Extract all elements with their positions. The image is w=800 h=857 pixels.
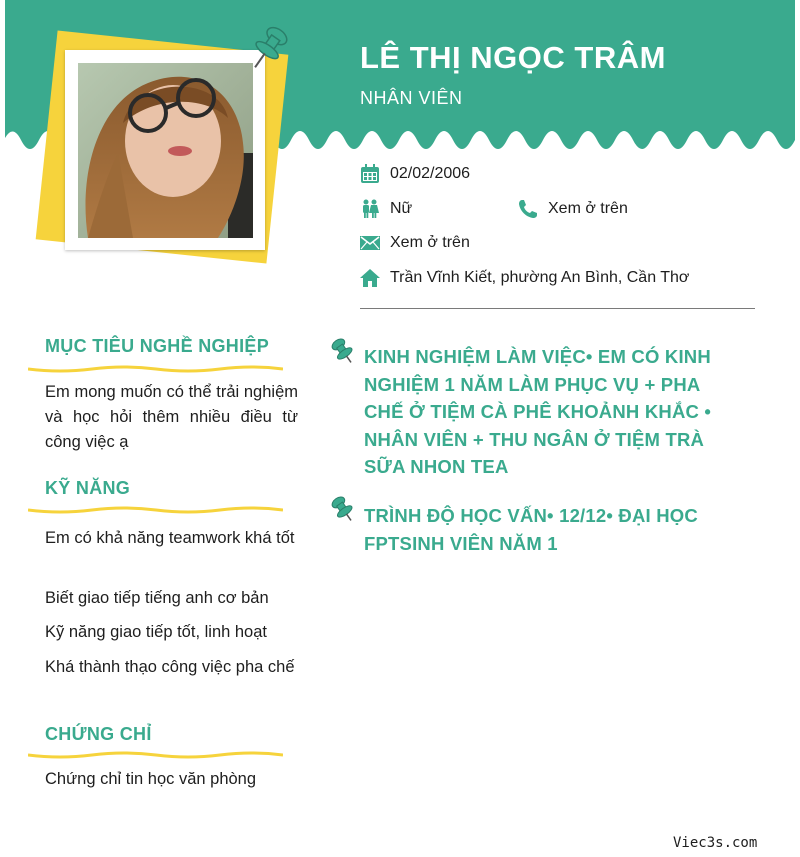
section-title-skills: KỸ NĂNG: [45, 478, 131, 498]
title-underline: [28, 505, 283, 515]
objective-text: Em mong muốn có thể trải nghiệm và học hỏi thêm nhiều điều từ công việc ạ: [45, 383, 298, 451]
section-title-certificates: CHỨNG CHỈ: [45, 724, 152, 744]
info-gender: [360, 199, 412, 219]
address-value: Trần Vĩnh Kiết, phường An Bình, Cần Thơ: [390, 269, 690, 286]
info-email: [360, 233, 470, 253]
calendar-icon: [360, 164, 380, 184]
pushpin-icon: [330, 496, 356, 524]
watermark: Viec3s.com: [673, 835, 758, 851]
home-icon: [360, 268, 380, 288]
pushpin-icon: [248, 24, 292, 74]
envelope-icon: [360, 233, 380, 253]
info-divider: [360, 308, 755, 309]
skill-item: Biết giao tiếp tiếng anh cơ bản: [45, 589, 269, 607]
title-underline: [28, 750, 283, 760]
certificate-text: Chứng chỉ tin học văn phòng: [45, 770, 257, 788]
skill-item: Em có khả năng teamwork khá tốt: [45, 529, 295, 547]
candidate-name: LÊ THỊ NGỌC TRÂM: [360, 40, 666, 75]
info-phone: [518, 199, 628, 219]
education-text: TRÌNH ĐỘ HỌC VẤN• 12/12• ĐẠI HỌC FPTSINH VIÊN NĂM 1: [364, 505, 698, 554]
section-title-objective: MỤC TIÊU NGHỀ NGHIỆP: [45, 336, 270, 356]
gender-value: Nữ: [390, 200, 413, 217]
phone-icon: [518, 199, 538, 219]
skill-item: Kỹ năng giao tiếp tốt, linh hoạt: [45, 623, 267, 641]
skill-item: Khá thành thạo công việc pha chế: [45, 658, 295, 676]
people-icon: [360, 199, 380, 219]
phone-value: Xem ở trên: [548, 200, 628, 217]
email-value: Xem ở trên: [390, 234, 470, 251]
pushpin-icon: [330, 338, 356, 366]
birthdate-value: 02/02/2006: [390, 165, 471, 182]
profile-photo: [78, 63, 253, 238]
info-address: [360, 268, 689, 288]
title-underline: [28, 364, 283, 374]
candidate-role: NHÂN VIÊN: [360, 88, 463, 108]
experience-text: KINH NGHIỆM LÀM VIỆC• EM CÓ KINH NGHIỆM 1 NĂM LÀM PHỤC VỤ + PHA CHẾ Ở TIỆM CÀ PHÊ KHOẢNH KHẮC • NHÂN VIÊN + THU NGÂN Ở TIỆM TRÀ SỮA NHON TEA: [364, 346, 712, 477]
info-birthdate: [360, 164, 470, 184]
